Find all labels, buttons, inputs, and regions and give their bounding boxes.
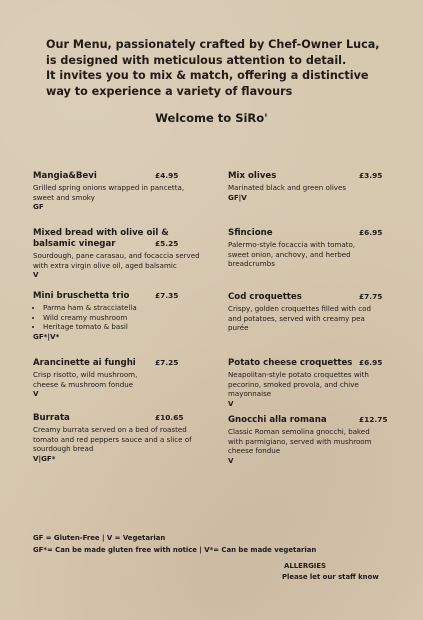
item-price: £7.75 [359, 292, 383, 301]
diet-legend-line: GF = Gluten-Free | V = Vegetarian [33, 534, 166, 542]
item-name: Mix olives [228, 171, 277, 181]
allergies-text: Please let our staff know [282, 573, 379, 581]
bullet-item: • Wild creamy mushroom [43, 313, 211, 323]
item-name: Cod croquettes [228, 292, 302, 302]
menu-item-potato-croquettes [228, 358, 388, 408]
item-price: £4.95 [155, 171, 179, 180]
menu-item-arancinette [33, 358, 211, 399]
bullet-item: • Heritage tomato & basil [43, 322, 211, 332]
item-diet-tag: GF*|V* [33, 331, 60, 341]
item-diet-tag: V|GF* [33, 453, 56, 463]
allergies-notice [282, 561, 379, 583]
bullet-item: • Parma ham & stracciatella [43, 303, 211, 313]
menu-item-bruschetta-trio [33, 291, 211, 341]
item-name: Mangia&Bevi [33, 171, 97, 181]
item-description: Sourdough, pane carasau, and focaccia served with extra virgin olive oil, aged balsamic [33, 251, 200, 270]
intro-line: Our Menu, passionately crafted by Chef-Owner Luca, [46, 38, 380, 51]
item-diet-tag: GF|V [228, 192, 247, 202]
item-price: £6.95 [359, 228, 383, 237]
item-description: Creamy burrata served on a bed of roasted tomato and red peppers sauce and a slice of sourdough bread [33, 425, 192, 454]
menu-item-burrata [33, 413, 211, 463]
menu-item-mix-olives [228, 171, 388, 202]
item-diet-tag: V [33, 389, 39, 399]
item-diet-tag: V [228, 455, 234, 465]
item-description: Marinated black and green olives [228, 183, 347, 192]
welcome-heading: Welcome to SiRo' [155, 111, 268, 125]
item-name: Arancinette ai funghi [33, 358, 136, 368]
item-description: Neapolitan-style potato croquettes with pecorino, smoked provola, and chive mayonnaise [228, 370, 369, 399]
item-diet-tag: V [228, 398, 234, 408]
item-price: £6.95 [359, 358, 383, 367]
intro-line: It invites you to mix & match, offering a distinctive [46, 69, 369, 82]
item-name: Mini bruschetta trio [33, 291, 130, 301]
item-name: Sfincione [228, 228, 273, 238]
item-price: £7.25 [155, 358, 179, 367]
menu-item-cod-croquettes [228, 292, 388, 333]
item-price: £5.25 [155, 239, 179, 248]
item-name: Burrata [33, 413, 70, 423]
menu-item-mixed-bread [33, 228, 211, 280]
item-diet-tag: V [33, 270, 39, 280]
item-name: Gnocchi alla romana [228, 415, 327, 425]
menu-item-gnocchi-romana [228, 415, 388, 465]
item-diet-tag: GF [33, 202, 44, 212]
item-price: £3.95 [359, 171, 383, 180]
intro-line: way to experience a variety of flavours [46, 84, 293, 98]
menu-item-sfincione [228, 228, 388, 269]
allergies-title: ALLERGIES [284, 562, 327, 570]
intro-line: is designed with meticulous attention to detail. [46, 53, 347, 67]
item-name: Mixed bread with olive oil & balsamic vinegar [33, 228, 169, 249]
item-price: £12.75 [359, 415, 388, 424]
item-name: Potato cheese croquettes [228, 358, 353, 368]
item-description: Palermo-style focaccia with tomato, sweet onion, anchovy, and herbed breadcrumbs [228, 240, 356, 269]
item-description: Crisp risotto, wild mushroom, cheese & mushroom fondue [33, 370, 138, 389]
diet-legend-line: GF*= Can be made gluten free with notice | V*= Can be made vegetarian [33, 546, 317, 554]
item-description: Grilled spring onions wrapped in pancetta, sweet and smoky [33, 183, 185, 202]
menu-intro [46, 37, 386, 99]
menu-item-mangia-bevi [33, 171, 211, 212]
item-bullet-list [33, 303, 211, 332]
item-description: Crispy, golden croquettes filled with cod and potatoes, served with creamy pea purée [228, 304, 372, 333]
item-price: £10.65 [155, 413, 184, 422]
item-description: Classic Roman semolina gnocchi, baked with parmigiano, served with mushroom cheese fondue [228, 427, 372, 456]
item-price: £7.35 [155, 291, 179, 300]
